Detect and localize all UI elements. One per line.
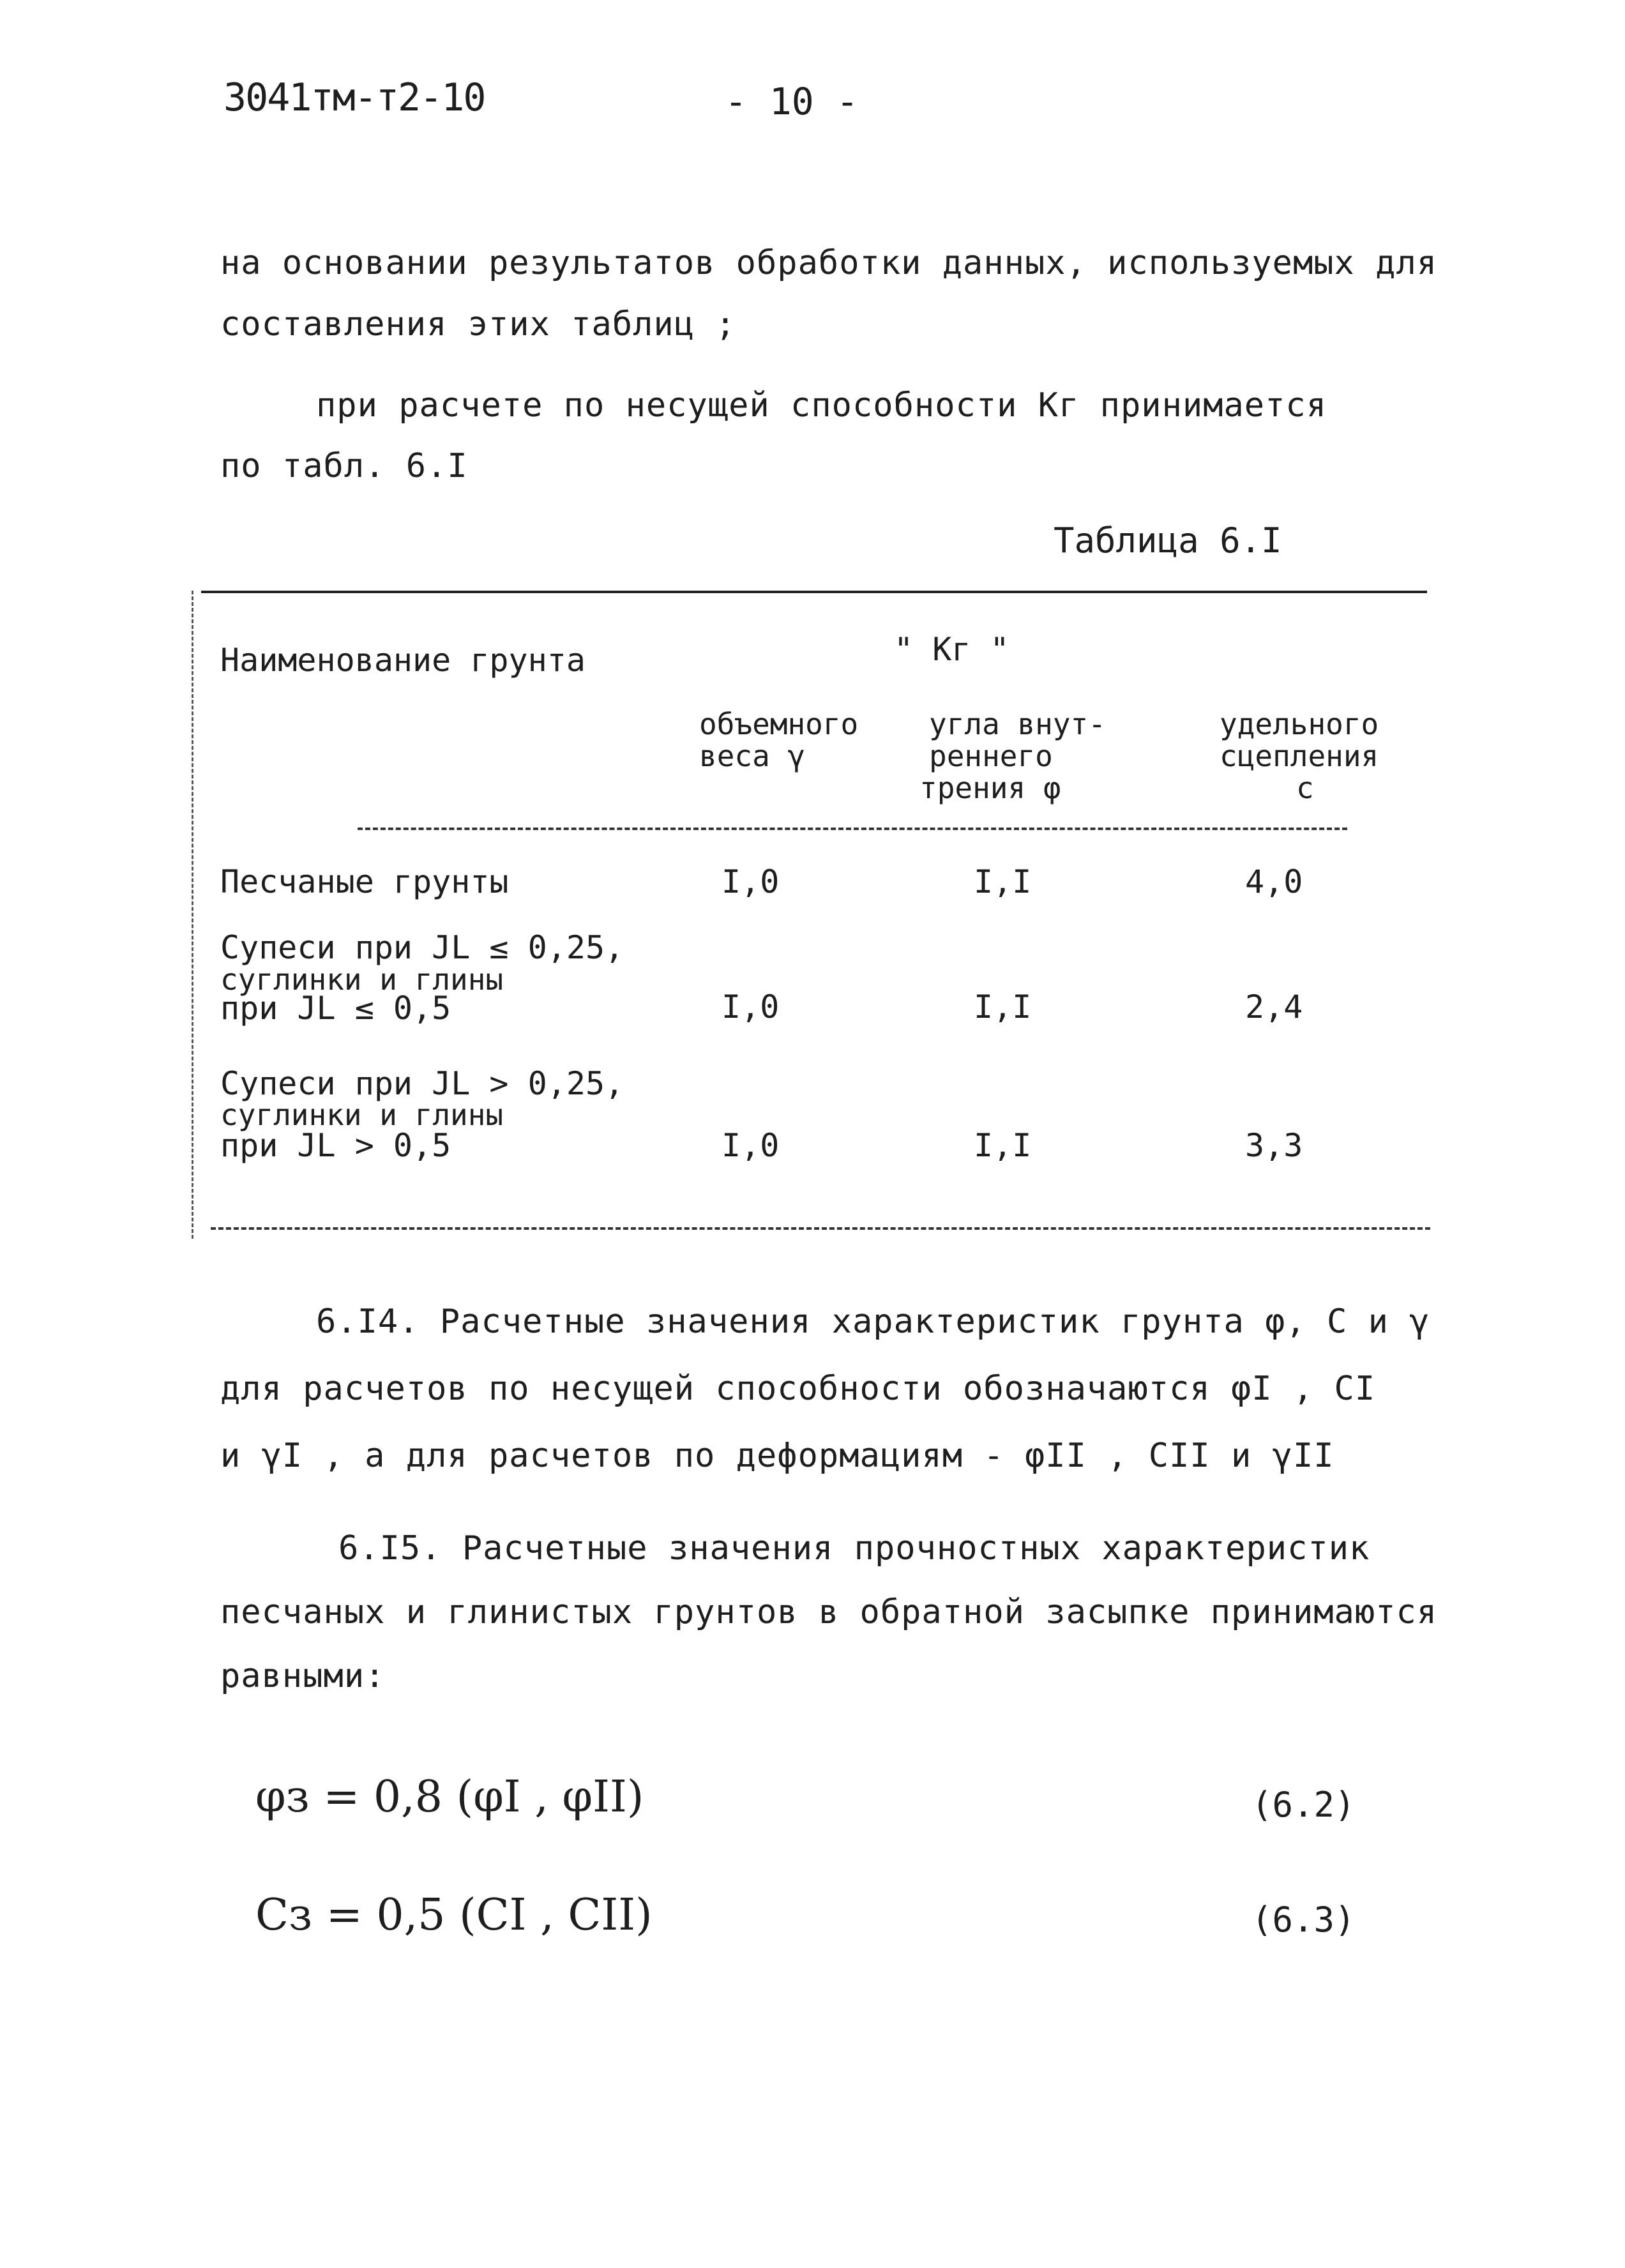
section-6-15-line-2: песчаных и глинистых грунтов в обратной засыпке принимаются	[220, 1593, 1438, 1631]
subheader-volume-weight-l1: объемного	[699, 707, 859, 741]
intro-line-4: по табл. 6.I	[220, 447, 468, 485]
row-3-name-l2: суглинки и глины	[220, 1098, 504, 1132]
row-2-value-cohesion: 2,4	[1245, 988, 1303, 1025]
section-6-15-line-3: равными:	[220, 1657, 386, 1695]
document-code: 3041тм-т2-10	[223, 75, 485, 120]
row-1-value-volume-weight: I,0	[722, 863, 780, 900]
table-top-rule	[201, 591, 1427, 593]
intro-line-1: на основании результатов обработки данных, используемых для	[220, 244, 1438, 282]
row-3-value-friction: I,I	[974, 1127, 1032, 1164]
section-6-14-line-2: для расчетов по несущей способности обозначаются φI , CI	[220, 1370, 1376, 1408]
formula-6-2-number: (6.2)	[1251, 1785, 1356, 1825]
table-header-separator	[358, 828, 1347, 830]
intro-line-3: при расчете по несущей способности Кг принимается	[316, 386, 1327, 425]
row-2-value-friction: I,I	[974, 988, 1032, 1025]
section-6-14-line-3: и γI , а для расчетов по деформациям - φII , CII и γII	[220, 1437, 1334, 1475]
table-left-border	[192, 591, 193, 1239]
row-2-name-l1: Супеси при JL ≤ 0,25,	[220, 929, 624, 966]
formula-6-2: φз = 0,8 (φI , φII)	[255, 1772, 644, 1822]
subheader-cohesion-l2: сцепления	[1220, 739, 1379, 773]
row-3-name-l3: при JL > 0,5	[220, 1127, 451, 1164]
row-3-name-l1: Супеси при JL > 0,25,	[220, 1065, 624, 1102]
table-name-header: Наименование грунта	[220, 642, 586, 679]
row-2-name-l2: суглинки и глины	[220, 962, 504, 997]
formula-6-3: Cз = 0,5 (CI , CII)	[255, 1890, 653, 1940]
row-3-value-volume-weight: I,0	[722, 1127, 780, 1164]
table-group-header: " Кг "	[894, 631, 1009, 668]
intro-line-2: составления этих таблиц ;	[220, 305, 736, 344]
row-1-value-friction: I,I	[974, 863, 1032, 900]
subheader-cohesion-l3: с	[1296, 771, 1314, 805]
subheader-friction-angle-l1: угла внут-	[929, 707, 1106, 741]
row-2-value-volume-weight: I,0	[722, 988, 780, 1025]
row-1-name: Песчаные грунты	[220, 863, 509, 900]
section-6-15-line-1: 6.I5. Расчетные значения прочностных характеристик	[338, 1529, 1370, 1568]
subheader-volume-weight-l2: веса γ	[699, 739, 806, 773]
formula-6-3-number: (6.3)	[1251, 1900, 1356, 1940]
row-1-value-cohesion: 4,0	[1245, 863, 1303, 900]
table-caption: Таблица 6.I	[1054, 520, 1282, 561]
page-number: - 10 -	[725, 80, 859, 123]
subheader-cohesion-l1: удельного	[1220, 707, 1379, 741]
subheader-friction-angle-l3: трения φ	[919, 771, 1061, 805]
table-bottom-rule	[211, 1227, 1430, 1230]
row-2-name-l3: при JL ≤ 0,5	[220, 990, 451, 1027]
row-3-value-cohesion: 3,3	[1245, 1127, 1303, 1164]
section-6-14-line-1: 6.I4. Расчетные значения характеристик грунта φ, C и γ	[316, 1303, 1430, 1341]
subheader-friction-angle-l2: реннего	[929, 739, 1053, 773]
